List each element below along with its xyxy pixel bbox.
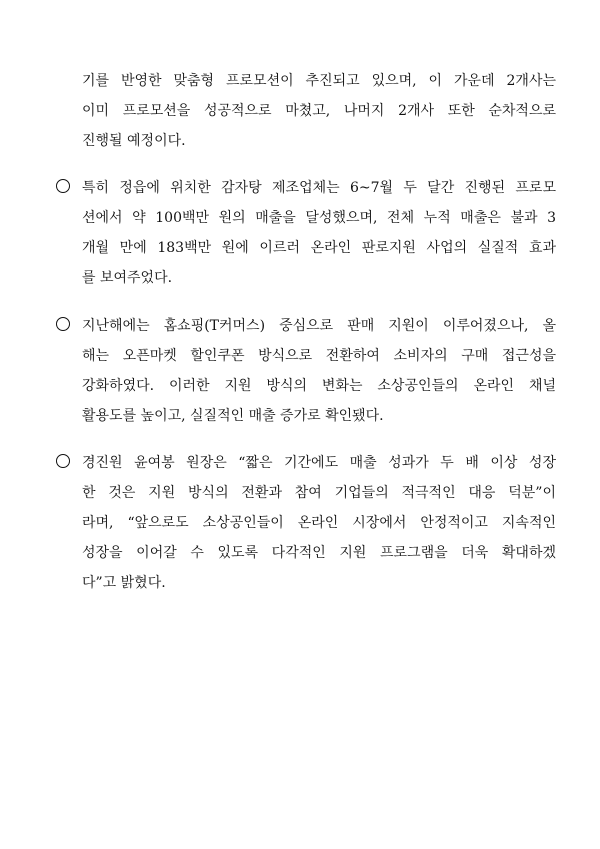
text-line: 진행될 예정이다.: [82, 133, 186, 149]
text-line: 이미 프로모션을 성공적으로 마쳤고, 나머지 2개사 또한 순차적으로: [82, 103, 556, 119]
paragraph-continuation: [56, 66, 556, 156]
text-line: 라며, “앞으로도 소상공인들이 온라인 시장에서 안정적이고 지속적인: [82, 515, 556, 531]
circle-bullet-icon: [56, 179, 70, 193]
text-line: 를 보여주었다.: [82, 270, 173, 286]
paragraph-bullet-director-quote: [56, 448, 556, 598]
text-line: 해는 오픈마켓 할인쿠폰 방식으로 전환하여 소비자의 구매 접근성을: [82, 348, 556, 364]
text-line: 경진원 윤여봉 원장은 “짧은 기간에도 매출 성과가 두 배 이상 성장: [82, 455, 556, 471]
paragraph-bullet-support-method: [56, 311, 556, 431]
text-line: 지난해에는 홈쇼핑(T커머스) 중심으로 판매 지원이 이루어졌으나, 올: [82, 318, 556, 334]
text-line: 개월 만에 183백만 원에 이르러 온라인 판로지원 사업의 실질적 효과: [82, 240, 556, 256]
text-line: 특히 정읍에 위치한 감자탕 제조업체는 6~7월 두 달간 진행된 프로모: [82, 180, 556, 196]
text-line: 강화하였다. 이러한 지원 방식의 변화는 소상공인들의 온라인 채널: [82, 378, 556, 394]
circle-bullet-icon: [56, 317, 70, 331]
text-line: 한 것은 지원 방식의 전환과 참여 기업들의 적극적인 대응 덕분”이: [82, 485, 556, 501]
text-line: 성장을 이어갈 수 있도록 다각적인 지원 프로그램을 더욱 확대하겠: [82, 545, 556, 561]
text-line: 다”고 밝혔다.: [82, 575, 166, 591]
paragraph-bullet-sales-result: [56, 173, 556, 293]
text-line: 기를 반영한 맞춤형 프로모션이 추진되고 있으며, 이 가운데 2개사는: [82, 73, 556, 89]
text-line: 션에서 약 100백만 원의 매출을 달성했으며, 전체 누적 매출은 불과 3: [82, 210, 556, 226]
circle-bullet-icon: [56, 454, 70, 468]
text-line: 활용도를 높이고, 실질적인 매출 증가로 확인됐다.: [82, 408, 384, 424]
